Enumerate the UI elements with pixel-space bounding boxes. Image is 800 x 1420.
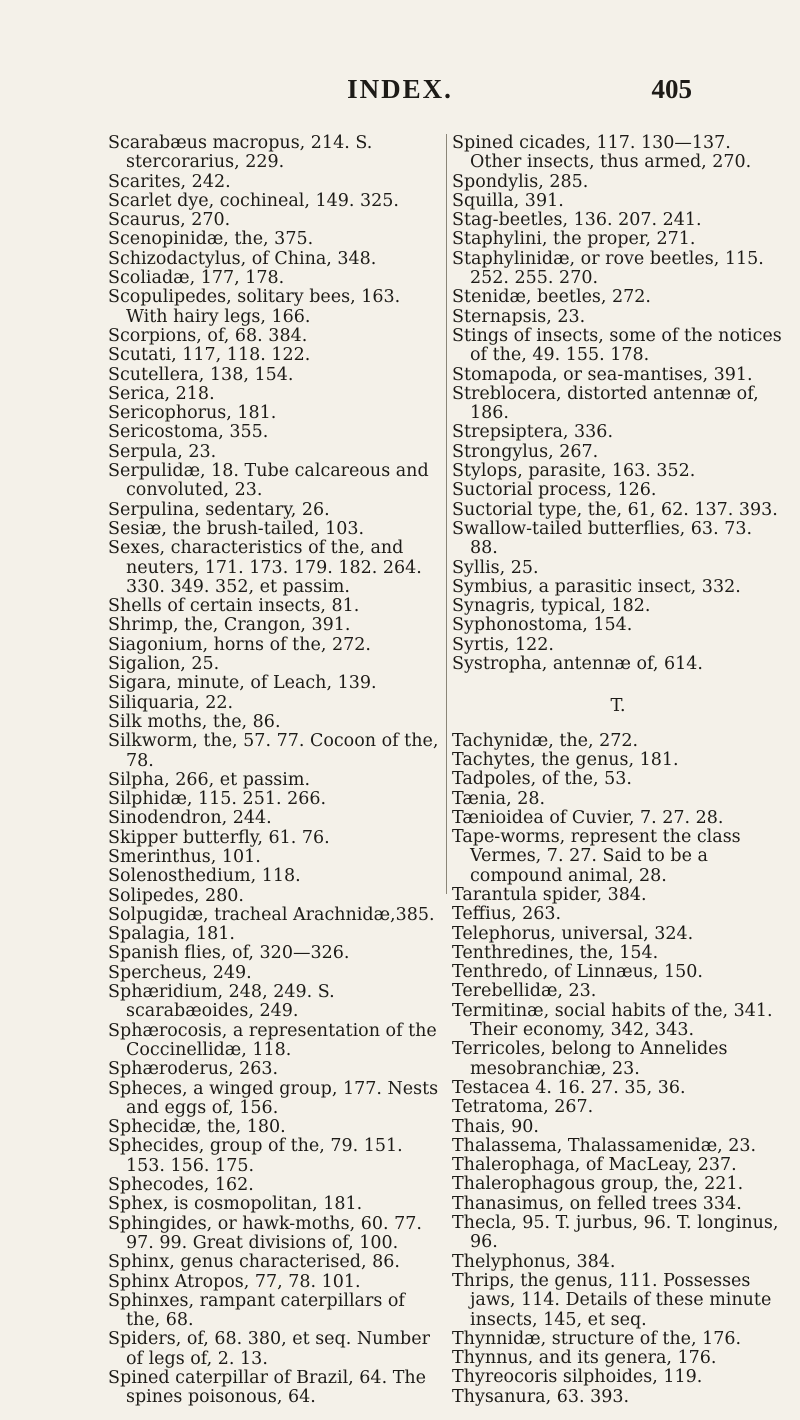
index-entry: Thysanura, 63. 393. [452,1386,630,1407]
index-entry: Sericophorus, 181. [108,403,277,424]
index-entry: Squilla, 391. [452,190,564,211]
index-entry: Tachytes, the genus, 181. [452,749,679,770]
index-entry: Solenosthedium, 118. [108,866,301,887]
index-entry: Shells of certain insects, 81. [108,596,360,617]
index-entry: Sericostoma, 355. [108,422,269,443]
index-entry: Strongylus, 267. [452,441,599,462]
index-entry: Syrtis, 122. [452,634,554,655]
index-entry: Thalerophagous group, the, 221. [452,1174,744,1195]
index-entry: Streblocera, distorted antennæ of, 186. [452,383,759,424]
index-entry: Tape-worms, represent the class Vermes, 7. 27. Said to be a compound animal, 28. [452,827,741,886]
index-entry: Sphex, is cosmopolitan, 181. [108,1194,363,1215]
index-entry: Sphinx, genus characterised, 86. [108,1252,400,1273]
index-entry: Tenthredines, the, 154. [452,942,659,963]
index-entry: Telephorus, universal, 324. [452,923,694,944]
index-entry: Stomapoda, or sea-mantises, 391. [452,364,753,385]
index-entry: Scenopinidæ, the, 375. [108,229,314,250]
index-entry: Silkworm, the, 57. 77. Cocoon of the, 78. [108,731,439,771]
index-entry: Schizodactylus, of China, 348. [108,248,377,269]
index-entry: Sphæridium, 248, 249. S. scarabæoides, 249. [108,982,335,1022]
index-entry: Serica, 218. [108,383,215,404]
index-entry: Suctorial type, the, 61, 62. 137. 393. [452,499,778,520]
page-header [0,74,800,114]
index-entry: Scopulipedes, solitary bees, 163. With hairy legs, 166. [108,287,401,327]
index-entry: Siagonium, horns of the, 272. [108,634,371,655]
index-entry: Scorpions, of, 68. 384. [108,325,308,346]
index-entry: Scaurus, 270. [108,210,231,231]
index-entry: Silphidæ, 115. 251. 266. [108,789,327,810]
index-entry: Sinodendron, 244. [108,808,272,829]
page-title: INDEX. [347,74,453,104]
index-column-right [452,134,784,1407]
index-entry: Thanasimus, on felled trees 334. [452,1193,742,1214]
index-entry: Scoliadæ, 177, 178. [108,268,285,289]
index-entry: Sphinxes, rampant caterpillars of the, 68. [108,1290,405,1331]
index-entry: Swallow-tailed butterflies, 63. 73. 88. [452,518,753,559]
index-entry: Silpha, 266, et passim. [108,769,311,790]
index-entry: Systropha, antennæ of, 614. [452,654,703,675]
index-entry: Sternapsis, 23. [452,306,586,327]
index-entry: Spined cicades, 117. 130—137. Other insects, thus armed, 270. [452,133,752,173]
index-entry: Symbius, a parasitic insect, 332. [452,576,741,597]
index-column-left [108,134,440,1408]
index-entry: Spined caterpillar of Brazil, 64. The spines poisonous, 64. [108,1368,426,1408]
index-entry: Thalassema, Thalassamenidæ, 23. [452,1135,757,1156]
column-divider [446,134,447,894]
index-entry: Siliquaria, 22. [108,692,234,713]
index-entry: Solpugidæ, tracheal Arachnidæ,385. [108,904,435,925]
index-entry: Sigalion, 25. [108,654,220,675]
index-entry: Tenthredo, of Linnæus, 150. [452,962,703,983]
index-entries-s [452,134,784,674]
section-letter: T. [610,695,626,717]
index-entry: Sphæroderus, 263. [108,1059,279,1080]
index-entry: Serpulidæ, 18. Tube calcareous and convoluted, 23. [108,461,429,501]
index-entry: Terebellidæ, 23. [452,981,597,1002]
index-entry: Spercheus, 249. [108,962,252,983]
index-entry: Scarabæus macropus, 214. S. stercorarius, 229. [108,133,373,173]
index-entry: Synagris, typical, 182. [452,596,651,617]
index-entry: Scarites, 242. [108,171,231,192]
index-entry: Thalerophaga, of MacLeay, 237. [452,1155,737,1176]
index-entry: Testacea 4. 16. 27. 35, 36. [452,1077,686,1098]
index-entry: Scutellera, 138, 154. [108,364,294,385]
index-entry: Tænioidea of Cuvier, 7. 27. 28. [452,807,724,828]
index-entries-t [452,732,784,1407]
index-entry: Stenidæ, beetles, 272. [452,287,651,308]
index-entry: Solipedes, 280. [108,885,244,906]
index-entry: Thecla, 95. T. jurbus, 96. T. longinus, 96. [452,1213,779,1253]
index-entry: Staphylinidæ, or rove beetles, 115. 252. 255. 270. [452,248,764,289]
index-entry: Staphylini, the proper, 271. [452,229,696,250]
index-entry: Sphingides, or hawk-moths, 60. 77. 97. 99. Great divisions of, 100. [108,1213,422,1253]
index-entry: Syphonostoma, 154. [452,615,633,636]
index-entry: Stylops, parasite, 163. 352. [452,461,696,482]
index-entry: Stag-beetles, 136. 207. 241. [452,210,702,231]
index-entry: Sigara, minute, of Leach, 139. [108,673,377,694]
index-entry: Termitinæ, social habits of the, 341. Their economy, 342, 343. [452,1000,773,1041]
index-entry: Sphecides, group of the, 79. 151. 153. 156. 175. [108,1136,403,1176]
index-entry: Sphecodes, 162. [108,1175,254,1196]
index-entry: Tænia, 28. [452,788,546,809]
index-entry: Teffius, 263. [452,904,562,925]
index-entry: Sphinx Atropos, 77, 78. 101. [108,1271,361,1292]
index-entry: Tetratoma, 267. [452,1097,594,1118]
index-entry: Strepsiptera, 336. [452,422,614,443]
index-entry: Tachynidæ, the, 272. [452,730,639,751]
index-entry: Serpula, 23. [108,441,217,462]
index-entry: Stings of insects, some of the notices of the, 49. 155. 178. [452,325,782,366]
index-entry: Tarantula spider, 384. [452,884,647,905]
index-entry: Thelyphonus, 384. [452,1251,616,1272]
index-entry: Thynnus, and its genera, 176. [452,1348,717,1369]
index-entry: Sphecidæ, the, 180. [108,1117,286,1138]
index-entry: Thrips, the genus, 111. Possesses jaws, 114. Details of these minute insects, 145, et seq. [452,1270,772,1330]
index-entry: Spheces, a winged group, 177. Nests and eggs of, 156. [108,1078,439,1118]
index-entry: Scarlet dye, cochineal, 149. 325. [108,190,399,211]
index-entry: Skipper butterfly, 61. 76. [108,827,330,848]
index-entry: Thais, 90. [452,1116,539,1137]
index-entry: Sphærocosis, a representation of the Coccinellidæ, 118. [108,1020,437,1060]
index-entry: Spondylis, 285. [452,171,589,192]
index-entry: Shrimp, the, Crangon, 391. [108,615,351,636]
index-entry: Thynnidæ, structure of the, 176. [452,1328,742,1349]
index-entry: Serpulina, sedentary, 26. [108,499,330,520]
index-entry: Spalagia, 181. [108,924,235,945]
index-entry: Terricoles, belong to Annelides mesobranchiæ, 23. [452,1039,728,1079]
index-entry: Silk moths, the, 86. [108,711,281,732]
index-entry: Smerinthus, 101. [108,846,261,867]
page-number: 405 [651,74,692,104]
index-entry: Spanish flies, of, 320—326. [108,943,350,964]
index-entry: Thyreocoris silphoides, 119. [452,1367,703,1388]
index-entry: Sexes, characteristics of the, and neuters, 171. 173. 179. 182. 264. 330. 349. 352, et passim. [108,538,422,597]
index-entry: Spiders, of, 68. 380, et seq. Number of legs of, 2. 13. [108,1329,430,1369]
index-entry: Scutati, 117, 118. 122. [108,345,311,366]
index-entry: Suctorial process, 126. [452,480,657,501]
index-entry: Syllis, 25. [452,557,539,578]
index-entry: Tadpoles, of the, 53. [452,769,632,790]
index-entry: Sesiæ, the brush-tailed, 103. [108,518,365,539]
